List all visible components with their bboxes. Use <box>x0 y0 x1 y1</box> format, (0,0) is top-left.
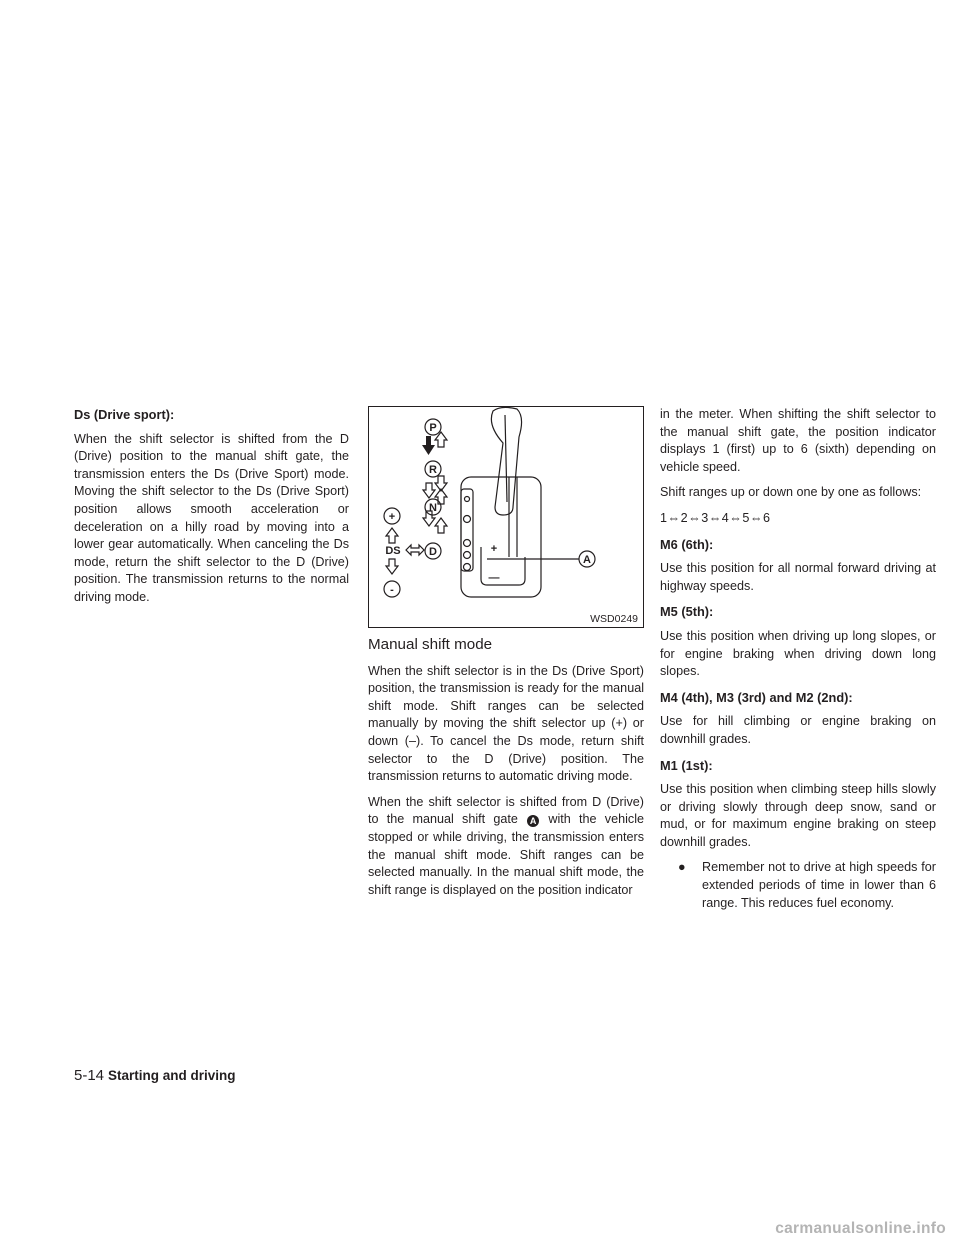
m4-heading: M4 (4th), M3 (3rd) and M2 (2nd): <box>660 689 853 705</box>
column-left <box>74 406 349 615</box>
gate-minus: — <box>488 572 500 584</box>
shift-sequence: 1⇔2⇔3⇔4⇔5⇔6 <box>660 510 771 525</box>
m1-text: Use this position when climbing steep hills slowly or driving slowly through deep snow, sand or mud, or for maximum engine braking on steep downhill grades. <box>660 782 936 849</box>
m6-heading: M6 (6th): <box>660 536 714 552</box>
ds-paragraph: When the shift selector is shifted from the D (Drive) position to the manual shift gate, the transmission enters the Ds (Drive Sport) mode. Moving the shift selector to the Ds (Drive Sport) position allows smooth acceleration or deceleration on a hilly road by moving into a lower gear automatically. When canceling the Ds mode, return the shift selector to the D (Drive) position. The transmission returns to the normal driving mode. <box>74 431 349 604</box>
section-title: Manual shift mode <box>368 636 493 653</box>
ds-heading: Ds (Drive sport): <box>74 407 175 422</box>
label-d: D <box>429 546 437 558</box>
meter-paragraph: in the meter. When shifting the shift selector to the manual shift gate, the position indicator displays 1 (first) up to 6 (sixth) depending on vehicle speed. <box>660 407 936 474</box>
label-n: N <box>429 502 437 514</box>
figure-code: WSD0249 <box>590 613 638 625</box>
shift-ranges-intro: Shift ranges up or down one by one as follows: <box>660 485 922 500</box>
column-middle <box>368 636 644 907</box>
bullet-text: Remember not to drive at high speeds for extended periods of time in lower than 6 range. This reduces fuel economy. <box>702 860 936 910</box>
shift-selector-figure <box>368 406 644 628</box>
m4-text: Use for hill climbing or engine braking on downhill grades. <box>660 714 936 746</box>
shift-selector-diagram <box>369 407 643 627</box>
page-number: 5-14 <box>74 1067 105 1084</box>
manual-shift-paragraph-2: When the shift selector is shifted from D (Drive) to the manual shift gate A with the vehicle stopped or while driving, the transmission enters the manual shift mode. Shift ranges can be selected manually. In the manual shift mode, the shift range is displayed on the position indicator <box>368 794 644 897</box>
label-minus: - <box>390 584 394 596</box>
watermark: carmanualsonline.info <box>775 1220 946 1237</box>
gate-plus: + <box>490 543 498 555</box>
callout-a-icon: A <box>527 815 539 827</box>
manual-shift-paragraph-1: When the shift selector is in the Ds (Drive Sport) position, the transmission is ready for the manual shift mode. Shift ranges can be selected manually by moving the shift selector up (+) or down (–). To cancel the Ds mode, return shift selector to the D (Drive) position. The transmission returns to automatic driving mode. <box>368 663 644 784</box>
page-footer <box>74 1067 236 1085</box>
m5-heading: M5 (5th): <box>660 604 714 620</box>
label-ds: DS <box>385 545 401 557</box>
m1-heading: M1 (1st): <box>660 757 713 773</box>
label-plus: + <box>388 511 396 523</box>
m5-text: Use this position when driving up long slopes, or for engine braking when driving down long slopes. <box>660 628 936 679</box>
bullet-item <box>678 859 936 912</box>
label-a: A <box>583 554 591 566</box>
bullet-icon: ● <box>678 860 686 875</box>
m6-text: Use this position for all normal forward driving at highway speeds. <box>660 561 936 593</box>
label-p: P <box>429 422 437 434</box>
footer-section-title: Starting and driving <box>108 1068 236 1083</box>
column-right <box>660 406 936 912</box>
label-r: R <box>429 464 437 476</box>
